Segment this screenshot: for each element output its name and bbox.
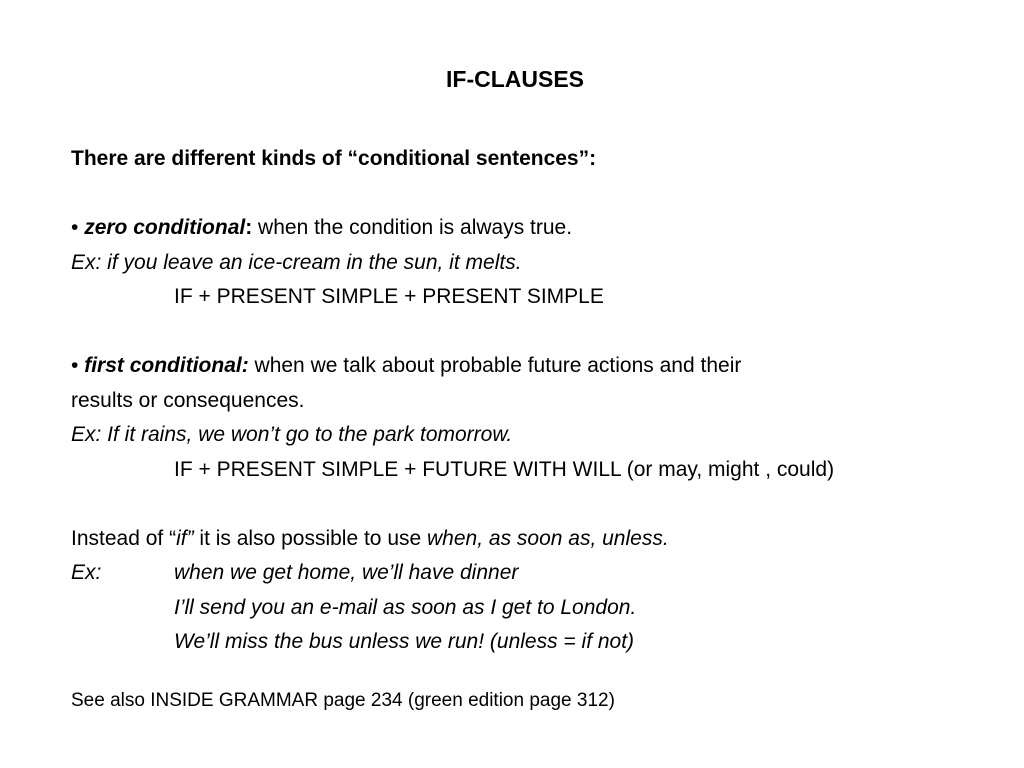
first-conditional-description-continued: results or consequences. xyxy=(71,388,305,412)
instead-text-before: Instead of “ xyxy=(71,526,177,550)
zero-conditional-item xyxy=(71,211,961,246)
zero-conditional-formula: IF + PRESENT SIMPLE + PRESENT SIMPLE xyxy=(174,285,604,308)
instead-example-3: We’ll miss the bus unless we run! (unless = if not) xyxy=(174,630,635,653)
term-colon: : xyxy=(245,216,253,239)
first-conditional-item xyxy=(71,349,961,384)
first-conditional-term: first conditional: xyxy=(84,354,249,377)
instead-of-if-paragraph xyxy=(71,522,961,557)
spacer xyxy=(71,487,961,522)
instead-example-1 xyxy=(71,556,961,591)
instead-example-2: I’ll send you an e-mail as soon as I get to London. xyxy=(174,595,637,619)
instead-if-word: if” xyxy=(176,526,194,550)
bullet: • xyxy=(71,354,79,377)
bullet: • xyxy=(71,216,79,239)
zero-conditional-term: zero conditional xyxy=(84,216,246,239)
first-conditional-description: when we talk about probable future actions and their xyxy=(248,354,742,377)
first-conditional-example: Ex: If it rains, we won’t go to the park tomorrow. xyxy=(71,423,513,446)
spacer xyxy=(71,177,961,212)
intro-heading: There are different kinds of “conditional sentences”: xyxy=(71,147,597,170)
zero-conditional-description: when the condition is always true. xyxy=(252,216,573,239)
instead-text-middle: it is also possible to use xyxy=(193,526,428,550)
slide-title: IF-CLAUSES xyxy=(446,66,584,92)
example-label: Ex: xyxy=(71,561,102,584)
example-sentence: when we get home, we’ll have dinner xyxy=(174,561,519,584)
spacer xyxy=(71,315,961,350)
instead-alternatives: when, as soon as, unless. xyxy=(427,526,669,550)
zero-conditional-example: Ex: if you leave an ice-cream in the sun, it melts. xyxy=(71,250,522,274)
slide-footer-reference: See also INSIDE GRAMMAR page 234 (green edition page 312) xyxy=(71,690,615,711)
slide-content xyxy=(71,142,961,660)
first-conditional-formula: IF + PRESENT SIMPLE + FUTURE WITH WILL (or may, might , could) xyxy=(174,457,835,481)
